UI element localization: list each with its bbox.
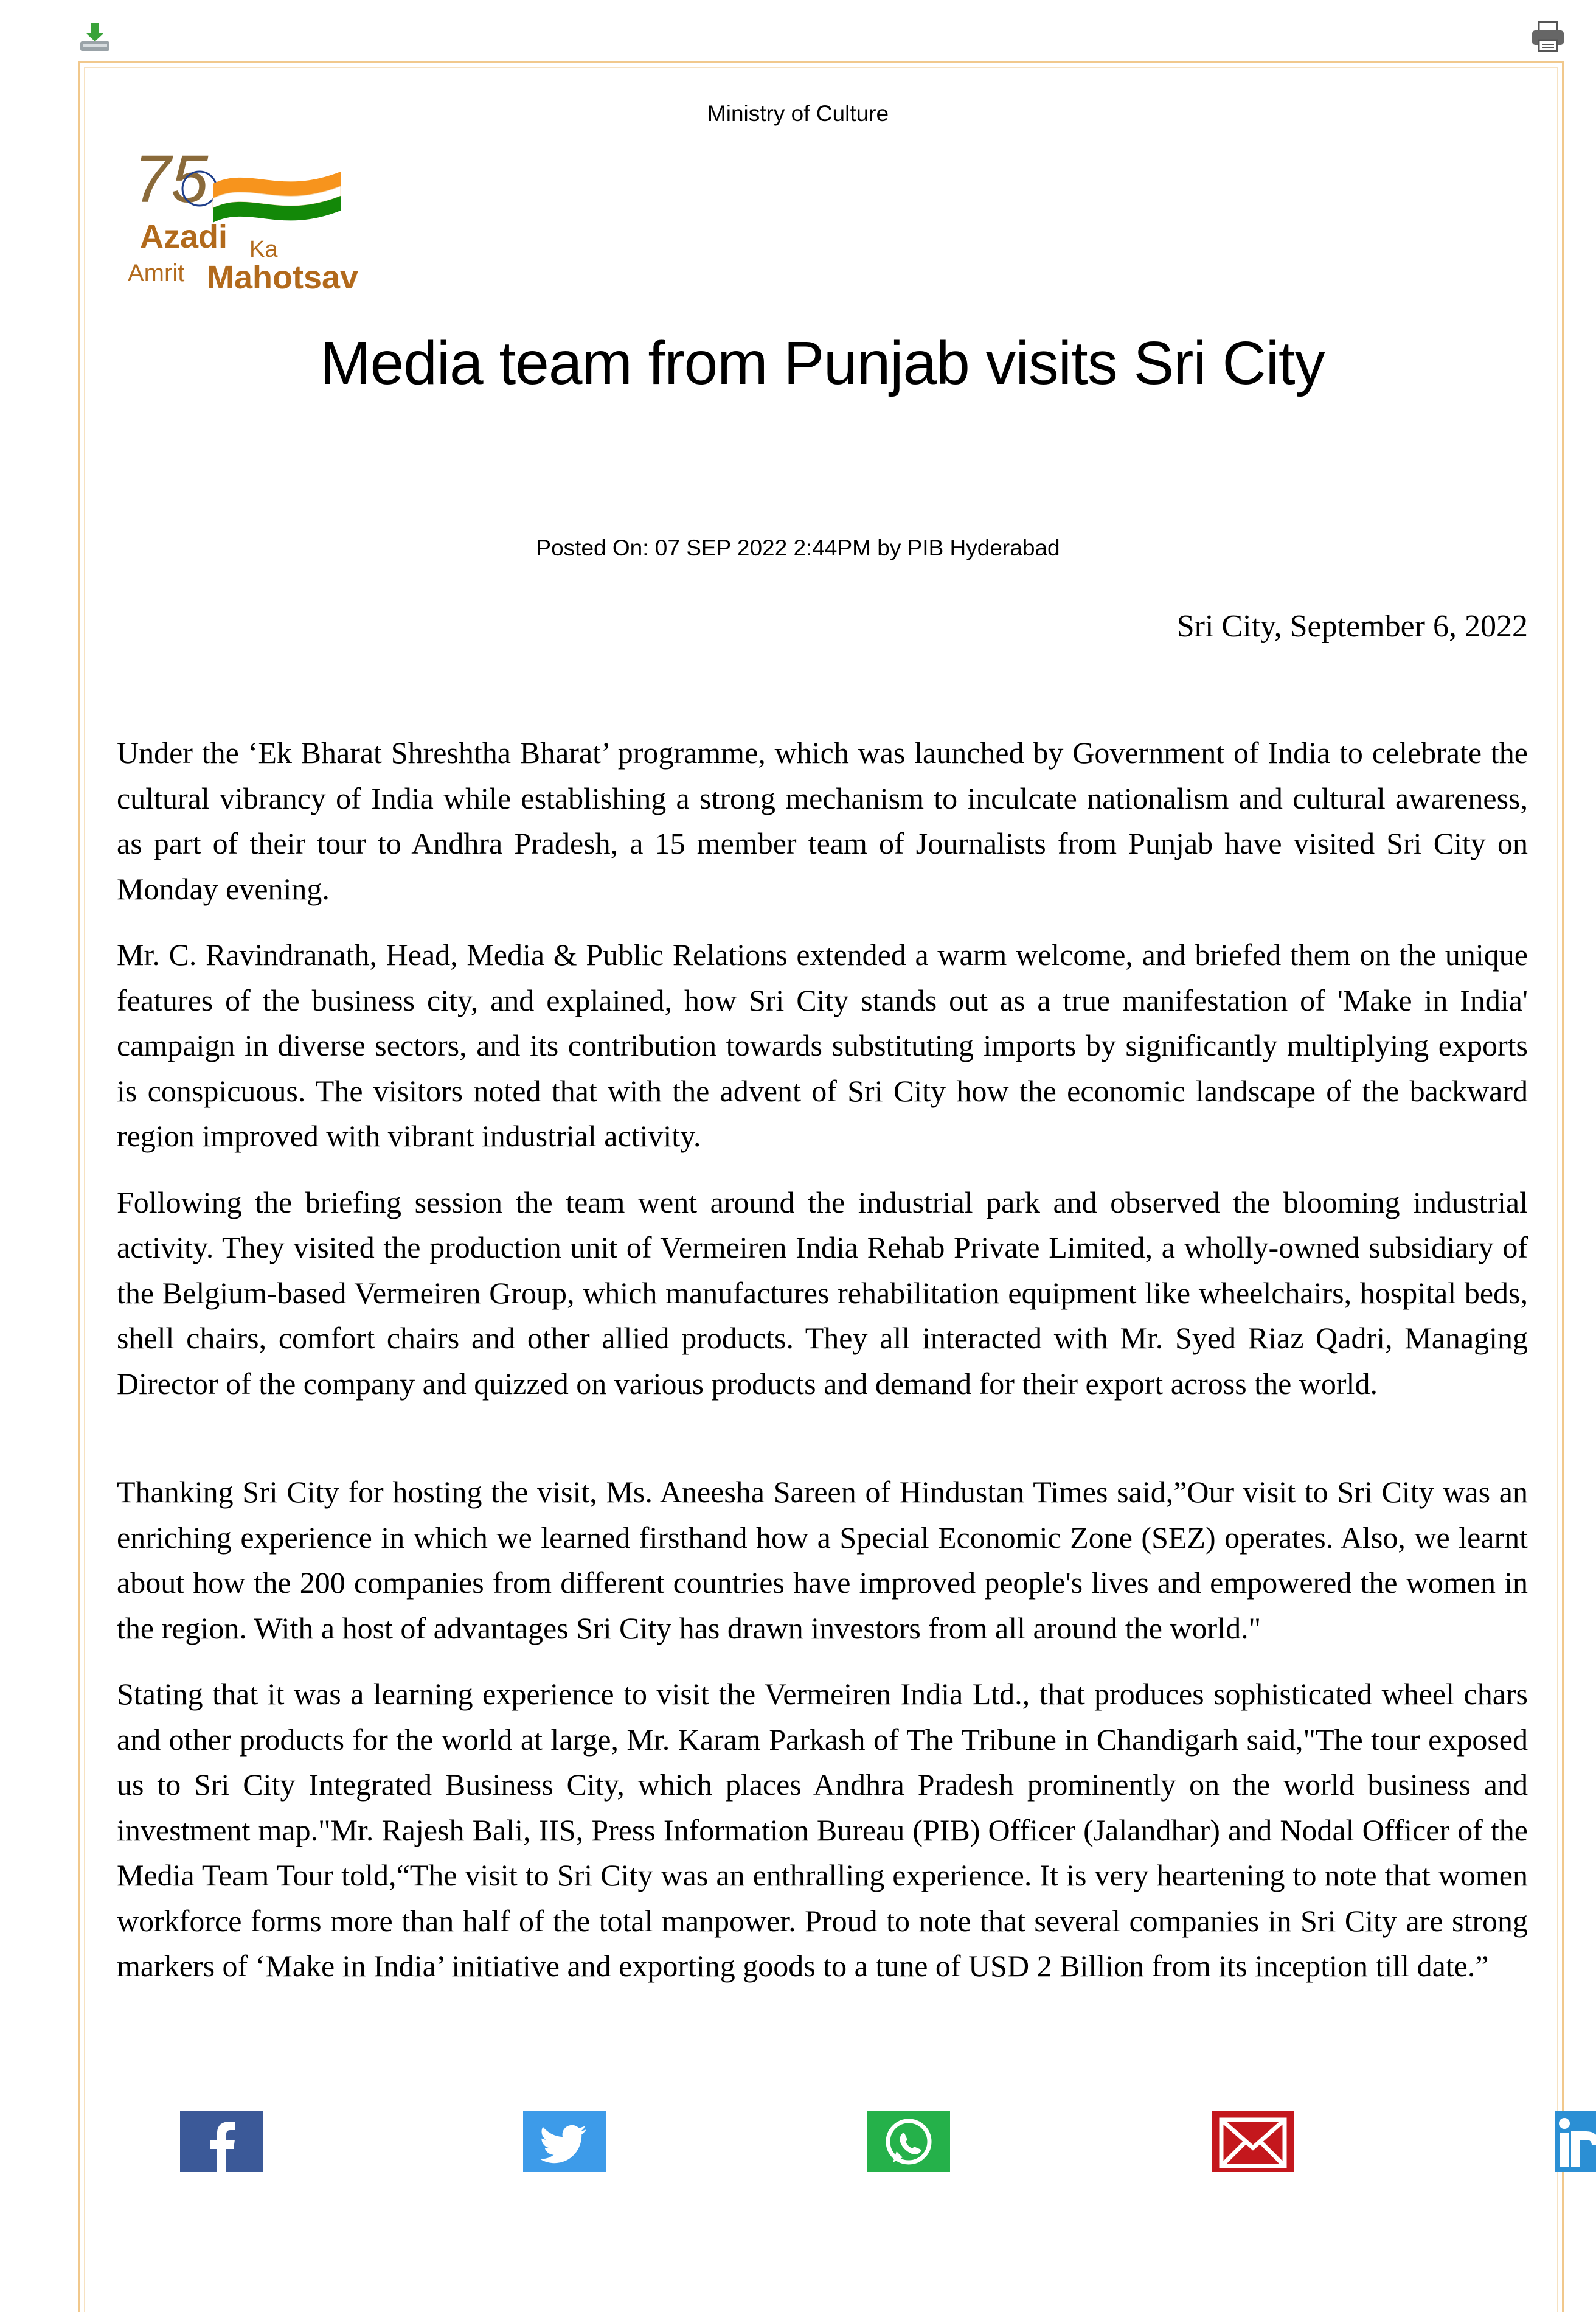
logo-ka: Ka [249, 237, 278, 262]
article-body [117, 730, 1528, 2010]
article-paragraph: Following the briefing session the team went around the industrial park and observed the blooming industrial activity. They visited the production unit of Vermeiren India Rehab Private Limited, a wholly-owned subsidiary of the Belgium-based Vermeiren Group, which manufactures rehabilitation equipment like wheelchairs, hospital beds, shell chairs, comfort chairs and other allied products. They all interacted with Mr. Syed Riaz Qadri, Managing Director of the company and quizzed on various products and demand for their export across the world. [117, 1185, 1528, 1401]
whatsapp-icon[interactable] [867, 2111, 950, 2172]
article-paragraph: Stating that it was a learning experience to visit the Vermeiren India Ltd., that produces sophisticated wheel chars and other products for the world at large, Mr. Karam Parkash of The Tribune in Chandigarh said,"The tour exposed us to Sri City Integrated Business City, which places Andhra Pradesh prominently on the world business and investment map."Mr. Rajesh Bali, IIS, Press Information Bureau (PIB) Officer (Jalandhar) and Nodal Officer of the Media Team Tour told,“The visit to Sri City was an enthralling experience. It is very heartening to note that women workforce forms more than half of the total manpower. Proud to note that several companies in Sri City are strong markers of ‘Make in India’ initiative and exporting goods to a tune of USD 2 Billion from its inception till date.” [117, 1677, 1528, 1983]
posted-info: Posted On: 07 SEP 2022 2:44PM by PIB Hyderabad [536, 535, 1060, 560]
azadi-ka-amrit-mahotsav-logo [122, 135, 395, 293]
ministry-name: Ministry of Culture [707, 101, 889, 126]
facebook-icon[interactable] [180, 2111, 263, 2172]
download-icon[interactable] [78, 21, 112, 55]
article-dateline: Sri City, September 6, 2022 [1176, 609, 1528, 644]
printer-icon[interactable] [1530, 21, 1566, 54]
article-paragraph: Mr. C. Ravindranath, Head, Media & Public Relations extended a warm welcome, and briefed them on the unique features of the business city, and explained, how Sri City stands out as a true manifestation of 'Make in India' campaign in diverse sectors, and its contribution towards substituting imports by significantly multiplying exports is conspicuous. The visitors noted that with the advent of Sri City how the economic landscape of the backward region improved with vibrant industrial activity. [117, 938, 1528, 1153]
logo-mahotsav: Mahotsav [207, 259, 359, 293]
share-bar [0, 2111, 1596, 2172]
logo-number: 75 [134, 142, 209, 217]
twitter-icon[interactable] [523, 2111, 606, 2172]
email-icon[interactable] [1212, 2111, 1294, 2172]
article-paragraph: Thanking Sri City for hosting the visit, Ms. Aneesha Sareen of Hindustan Times said,”Our visit to Sri City was an enriching experience in which we learned firsthand how a Special Economic Zone (SEZ) operates. Also, we learnt about how the 200 companies from different countries have improved people's lives and empowered the women in the region. With a host of advantages Sri City has drawn investors from all around the world." [117, 1475, 1528, 1645]
article-paragraph: Under the ‘Ek Bharat Shreshtha Bharat’ programme, which was launched by Government of India to celebrate the cultural vibrancy of India while establishing a strong mechanism to inculcate nationalism and cultural awareness, as part of their tour to Andhra Pradesh, a 15 member team of Journalists from Punjab have visited Sri City on Monday evening. [117, 736, 1528, 906]
pib-icon[interactable] [1555, 2111, 1596, 2172]
logo-azadi: Azadi [140, 218, 228, 255]
article-title: Media team from Punjab visits Sri City [320, 329, 1325, 397]
logo-amrit: Amrit [128, 260, 185, 287]
